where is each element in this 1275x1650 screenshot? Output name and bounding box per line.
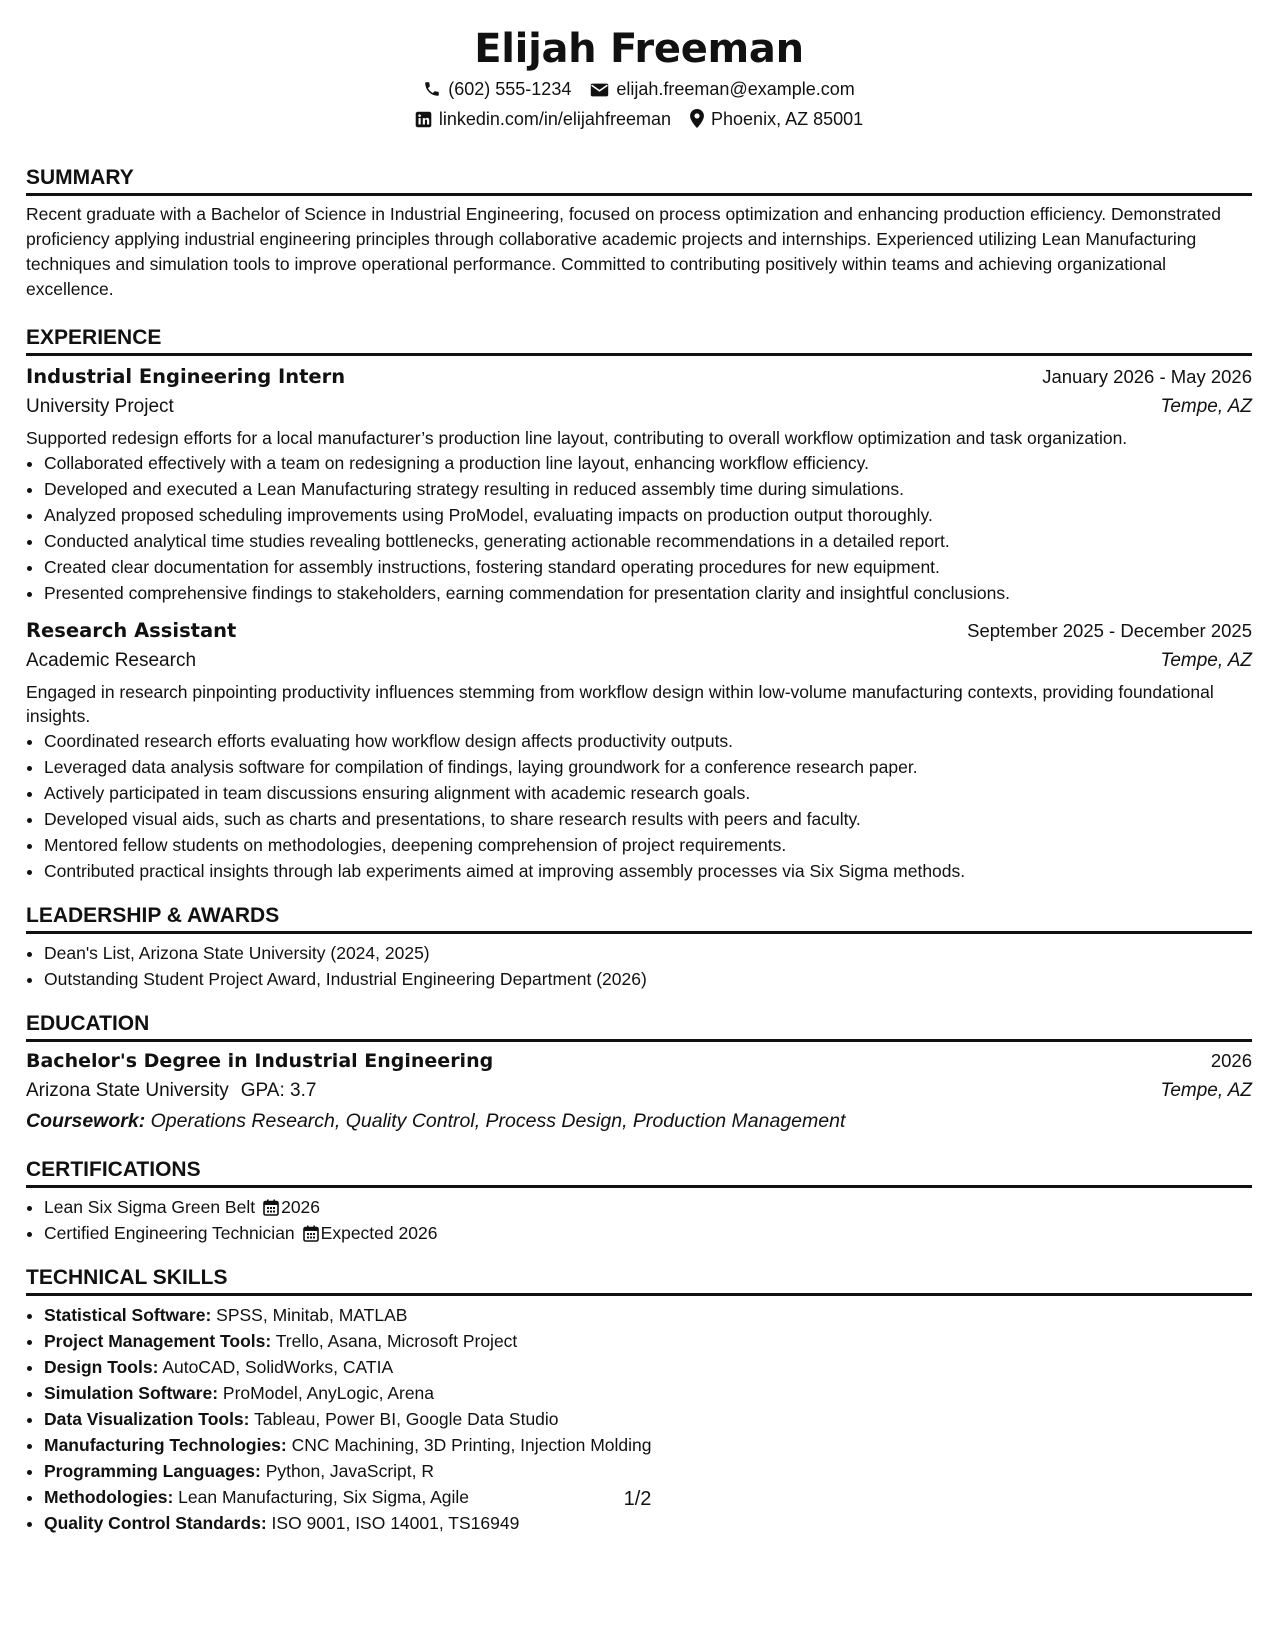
job-description: Supported redesign efforts for a local manufacturer’s production line layout, contributing to overall workflow optimization and task organization.: [26, 428, 1128, 448]
certifications-section: [26, 1142, 1252, 1246]
skill-label: Programming Languages:: [44, 1461, 261, 1481]
graduation-year: 2026: [1210, 1050, 1252, 1071]
phone-number: (602) 555-1234: [448, 79, 572, 99]
list-item: [44, 1406, 1252, 1432]
linkedin-icon: [415, 109, 439, 129]
summary-text: Recent graduate with a Bachelor of Science in Industrial Engineering, focused on process optimization and enhancing production efficiency. Demonstrated proficiency applying industrial engineering principles through collaborative academic projects and internships. Experienced utilizing Lean Manufacturing techniques and simulation tools to improve operational performance. Committed to contributing positively within teams and achieving organizational excellence.: [26, 204, 1221, 299]
skill-label: Methodologies:: [44, 1487, 174, 1507]
job-dates: September 2025 - December 2025: [967, 620, 1252, 641]
job-title: Research Assistant: [26, 619, 237, 642]
coursework-label: Coursework:: [26, 1110, 146, 1132]
list-item: • Outstanding Student Project Award, Industrial Engineering Department (2026): [44, 966, 1252, 992]
skill-label: Data Visualization Tools:: [44, 1409, 250, 1429]
list-item: [44, 1354, 1252, 1380]
email-contact[interactable]: [590, 74, 854, 104]
section-title-skills: TECHNICAL SKILLS: [26, 1250, 1252, 1296]
list-item: [44, 1328, 1252, 1354]
job-bullets: [26, 450, 1252, 606]
experience-section: [26, 310, 1252, 884]
list-item: • Actively participated in team discussions ensuring alignment with academic research goals.: [44, 780, 1252, 806]
education-section: [26, 996, 1252, 1136]
list-item: • Conducted analytical time studies revealing bottlenecks, generating actionable recommendations in a detailed report.: [44, 528, 1252, 554]
job-location: Tempe, AZ: [1160, 650, 1252, 671]
resume-page: [26, 0, 1252, 1536]
envelope-icon: [590, 79, 616, 99]
leadership-section: [26, 888, 1252, 992]
list-item: [44, 1194, 1252, 1220]
skill-value: Tableau, Power BI, Google Data Studio: [254, 1409, 559, 1429]
list-item: • Leveraged data analysis software for compilation of findings, laying groundwork for a conference research paper.: [44, 754, 1252, 780]
list-item: [44, 1458, 1252, 1484]
list-item: [44, 1510, 1252, 1536]
list-item: • Coordinated research efforts evaluating how workflow design affects productivity outputs.: [44, 728, 1252, 754]
section-title-certifications: CERTIFICATIONS: [26, 1142, 1252, 1188]
cert-name: Lean Six Sigma Green Belt: [44, 1197, 256, 1217]
location-contact: [690, 104, 863, 134]
experience-item: [26, 616, 1252, 884]
cert-date: Expected 2026: [320, 1223, 438, 1243]
list-item: [44, 1302, 1252, 1328]
skill-label: Statistical Software:: [44, 1305, 212, 1325]
awards-list: [26, 940, 1252, 992]
skill-value: SPSS, Minitab, MATLAB: [216, 1305, 408, 1325]
job-bullets: [26, 728, 1252, 884]
job-location: Tempe, AZ: [1160, 396, 1252, 417]
section-title-summary: SUMMARY: [26, 150, 1252, 196]
calendar-icon: [255, 1197, 281, 1217]
skill-label: Project Management Tools:: [44, 1331, 272, 1351]
section-title-education: EDUCATION: [26, 996, 1252, 1042]
list-item: • Mentored fellow students on methodologies, deepening comprehension of project requirements.: [44, 832, 1252, 858]
school-name: Arizona State University: [26, 1080, 229, 1101]
section-title-leadership: LEADERSHIP & AWARDS: [26, 888, 1252, 934]
list-item: • Developed visual aids, such as charts and presentations, to share research results with peers and faculty.: [44, 806, 1252, 832]
linkedin-url[interactable]: linkedin.com/in/elijahfreeman: [438, 109, 671, 129]
job-organization: Academic Research: [26, 650, 197, 671]
skill-value: ProModel, AnyLogic, Arena: [222, 1383, 435, 1403]
list-item: • Presented comprehensive findings to stakeholders, earning commendation for presentation clarity and insightful conclusions.: [44, 580, 1252, 606]
list-item: [44, 1220, 1252, 1246]
experience-item: [26, 362, 1252, 606]
job-dates: January 2026 - May 2026: [1042, 366, 1252, 387]
skill-value: Lean Manufacturing, Six Sigma, Agile: [178, 1487, 470, 1507]
phone-icon: [423, 79, 448, 99]
skill-value: CNC Machining, 3D Printing, Injection Molding: [291, 1435, 652, 1455]
list-item: • Contributed practical insights through lab experiments aimed at improving assembly processes via Six Sigma methods.: [44, 858, 1252, 884]
skill-value: AutoCAD, SolidWorks, CATIA: [162, 1357, 394, 1377]
skill-label: Design Tools:: [44, 1357, 159, 1377]
skill-label: Quality Control Standards:: [44, 1513, 267, 1533]
list-item: • Created clear documentation for assembly instructions, fostering standard operating procedures for new equipment.: [44, 554, 1252, 580]
contact-line-1: [26, 74, 1252, 104]
skill-value: ISO 9001, ISO 14001, TS16949: [271, 1513, 520, 1533]
skill-label: Simulation Software:: [44, 1383, 219, 1403]
degree-name: Bachelor's Degree in Industrial Engineering: [26, 1050, 494, 1072]
job-organization: University Project: [26, 396, 174, 417]
linkedin-contact[interactable]: [415, 104, 671, 134]
email-address[interactable]: elijah.freeman@example.com: [616, 79, 855, 99]
skill-label: Manufacturing Technologies:: [44, 1435, 287, 1455]
list-item: [44, 1432, 1252, 1458]
page-number: 1/2: [623, 1488, 652, 1510]
summary-section: [26, 150, 1252, 302]
coursework-list: Operations Research, Quality Control, Process Design, Production Management: [150, 1110, 846, 1132]
gpa: GPA: 3.7: [240, 1080, 317, 1101]
skill-value: Trello, Asana, Microsoft Project: [275, 1331, 518, 1351]
list-item: • Analyzed proposed scheduling improvements using ProModel, evaluating impacts on production output thoroughly.: [44, 502, 1252, 528]
list-item: • Dean's List, Arizona State University (2024, 2025): [44, 940, 1252, 966]
list-item: • Collaborated effectively with a team on redesigning a production line layout, enhancing workflow efficiency.: [44, 450, 1252, 476]
job-title: Industrial Engineering Intern: [26, 365, 346, 388]
skill-value: Python, JavaScript, R: [265, 1461, 434, 1481]
calendar-icon: [295, 1223, 321, 1243]
location-text: Phoenix, AZ 85001: [711, 109, 864, 129]
section-title-experience: EXPERIENCE: [26, 310, 1252, 356]
map-pin-icon: [690, 109, 711, 129]
cert-date: 2026: [281, 1197, 321, 1217]
resume-header: [26, 24, 1252, 134]
list-item: • Developed and executed a Lean Manufacturing strategy resulting in reduced assembly time during simulations.: [44, 476, 1252, 502]
contact-line-2: [26, 104, 1252, 134]
coursework: [26, 1106, 1252, 1136]
job-description: Engaged in research pinpointing productivity influences stemming from workflow design within low-volume manufacturing contexts, providing foundational insights.: [26, 682, 1214, 726]
list-item: [44, 1380, 1252, 1406]
school-location: Tempe, AZ: [1160, 1080, 1252, 1101]
candidate-name: Elijah Freeman: [474, 26, 804, 72]
cert-name: Certified Engineering Technician: [44, 1223, 295, 1243]
phone-contact: [423, 74, 571, 104]
certifications-list: [26, 1194, 1252, 1246]
